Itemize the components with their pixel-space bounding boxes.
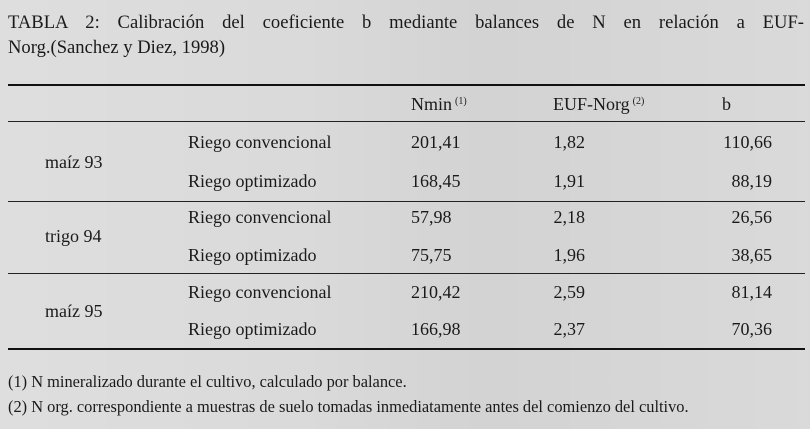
- crop-label: maíz 95: [45, 301, 103, 321]
- header-nmin-label: Nmin: [411, 94, 453, 114]
- group-separator-rule: [8, 201, 805, 202]
- footnote-1: (1) N mineralizado durante el cultivo, calculado por balance.: [8, 372, 407, 391]
- crop-label: trigo 94: [45, 226, 102, 246]
- footnote-2: (2) N org. correspondiente a muestras de suelo tomadas inmediatamente antes del comienzo del cultivo.: [8, 397, 689, 416]
- euf-norg-value: 1,91: [553, 171, 585, 191]
- table-top-rule: [8, 84, 805, 86]
- nmin-value: 168,45: [411, 171, 461, 191]
- euf-norg-value: 1,82: [553, 132, 585, 152]
- nmin-value: 201,41: [411, 132, 461, 152]
- euf-norg-value: 2,59: [553, 282, 585, 302]
- treatment-label: Riego convencional: [188, 282, 332, 302]
- b-value: 88,19: [731, 171, 772, 191]
- treatment-label: Riego optimizado: [188, 171, 317, 191]
- nmin-value: 75,75: [411, 245, 452, 265]
- table-bottom-rule: [8, 348, 805, 350]
- nmin-value: 166,98: [411, 319, 461, 339]
- treatment-label: Riego convencional: [188, 132, 332, 152]
- header-b: b: [722, 94, 731, 114]
- header-euf-norg: [553, 94, 644, 118]
- group-separator-rule: [8, 273, 805, 274]
- header-nmin: [411, 94, 467, 118]
- nmin-value: 57,98: [411, 207, 452, 227]
- b-value: 70,36: [731, 319, 772, 339]
- treatment-label: Riego optimizado: [188, 245, 317, 265]
- nmin-value: 210,42: [411, 282, 461, 302]
- crop-label: maíz 93: [45, 152, 103, 172]
- header-euf-note: (2): [632, 96, 645, 107]
- euf-norg-value: 2,18: [553, 207, 585, 227]
- b-value: 38,65: [731, 245, 772, 265]
- euf-norg-value: 1,96: [553, 245, 585, 265]
- b-value: 81,14: [731, 282, 772, 302]
- treatment-label: Riego optimizado: [188, 319, 317, 339]
- header-euf-label: EUF-Norg: [553, 94, 630, 114]
- euf-norg-value: 2,37: [553, 319, 585, 339]
- b-value: 26,56: [731, 207, 772, 227]
- table-caption: [8, 10, 804, 60]
- caption-line-1: TABLA 2: Calibración del coeficiente b mediante balances de N en relación a EUF-: [8, 12, 804, 33]
- caption-line-2: Norg.(Sanchez y Diez, 1998): [8, 37, 226, 58]
- header-nmin-note: (1): [455, 96, 467, 107]
- treatment-label: Riego convencional: [188, 207, 332, 227]
- header-bottom-rule: [8, 121, 805, 122]
- b-value: 110,66: [723, 132, 772, 152]
